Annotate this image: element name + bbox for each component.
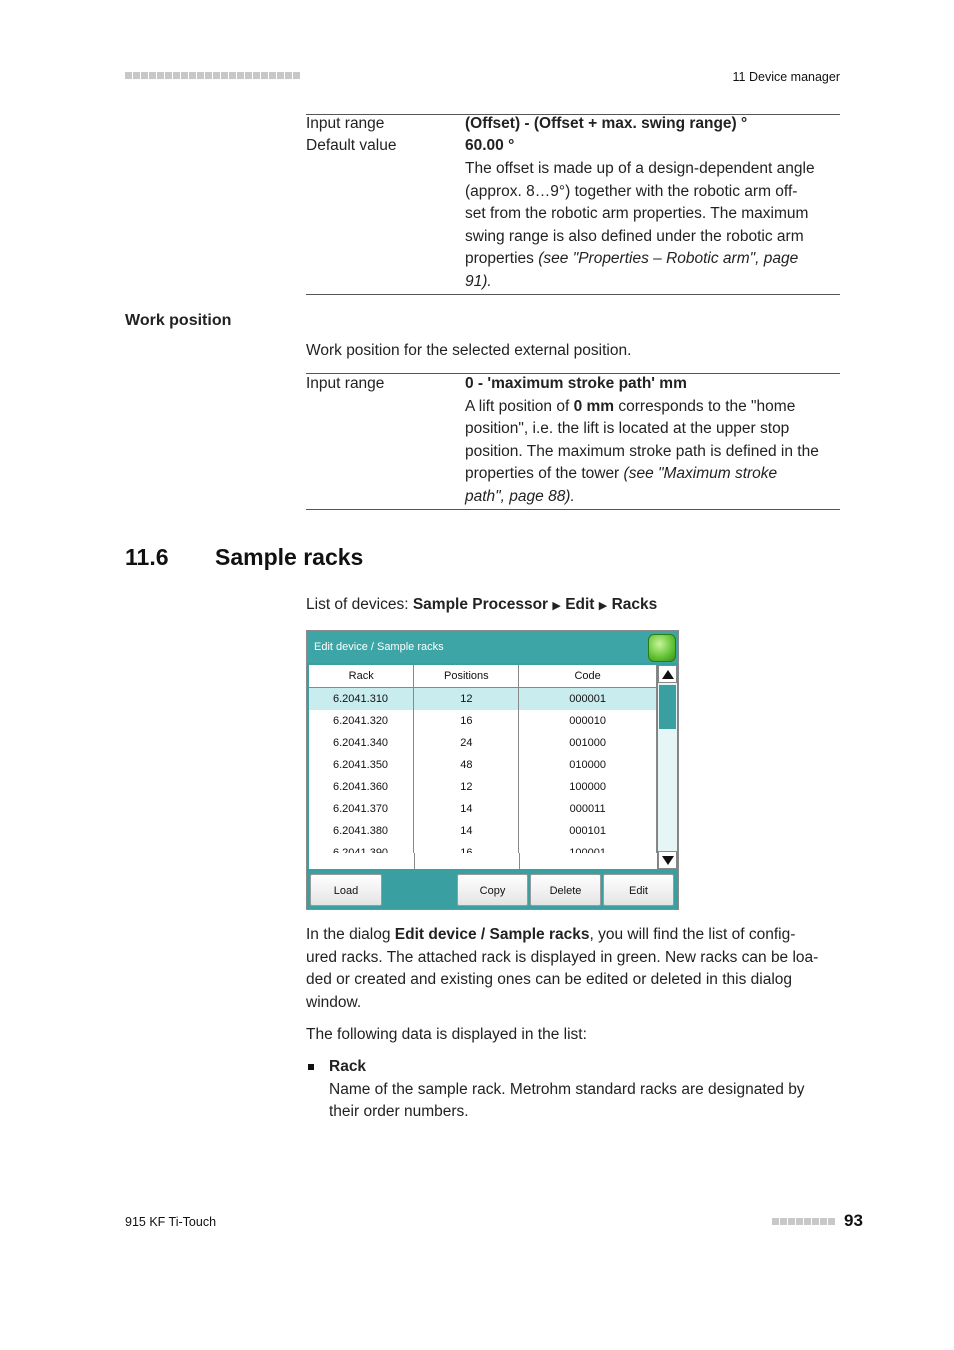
work-position-intro: Work position for the selected external position. (306, 342, 632, 359)
rack-cell: 6.2041.380 (309, 820, 414, 842)
positions-cell: 48 (414, 754, 519, 776)
code-cell: 000001 (519, 688, 657, 711)
section-number: 11.6 (125, 544, 169, 570)
vertical-scrollbar[interactable] (658, 665, 677, 869)
code-cell: 000010 (519, 710, 657, 732)
wp-description: 0 - 'maximum stroke path' mm A lift position of 0 mm corresponds to the "home position", i.e. the lift is located at the upper stop position. The maximum stroke path is defined in the properties of the tower (see "Maximum stroke path", page 88). (465, 375, 819, 505)
positions-cell: 24 (414, 732, 519, 754)
rack-cell: 6.2041.350 (309, 754, 414, 776)
device-screen (306, 630, 679, 910)
table2-rule-bottom (306, 509, 840, 510)
column-header-code[interactable]: Code (519, 665, 657, 688)
section-heading (125, 544, 363, 571)
code-cell: 100000 (519, 776, 657, 798)
bullet-icon (308, 1064, 314, 1070)
rack-cell: 6.2041.310 (309, 688, 414, 711)
delete-button[interactable]: Delete (530, 874, 601, 906)
table-empty-area (309, 853, 657, 869)
header-decoration (125, 72, 300, 79)
rack-cell: 6.2041.340 (309, 732, 414, 754)
positions-cell: 12 (414, 776, 519, 798)
code-cell: 010000 (519, 754, 657, 776)
bullet-rack: Rack Name of the sample rack. Metrohm standard racks are designated by their order numbers. (329, 1058, 805, 1120)
edit-button[interactable]: Edit (603, 874, 674, 906)
default-value-label: Default value (306, 137, 397, 154)
positions-cell: 14 (414, 798, 519, 820)
default-value-value: 60.00 ° (465, 137, 515, 154)
load-button[interactable]: Load (310, 874, 382, 906)
positions-cell: 16 (414, 710, 519, 732)
status-led-icon[interactable] (648, 634, 676, 662)
dialog-title: Edit device / Sample racks (307, 631, 678, 663)
scroll-thumb[interactable] (659, 685, 676, 729)
rack-cell: 6.2041.370 (309, 798, 414, 820)
section-title: Sample racks (215, 544, 364, 570)
rack-cell: 6.2041.320 (309, 710, 414, 732)
positions-cell: 12 (414, 688, 519, 711)
column-header-rack[interactable]: Rack (309, 665, 414, 688)
work-position-heading: Work position (125, 312, 232, 329)
copy-button[interactable]: Copy (457, 874, 528, 906)
page-number: 93 (844, 1211, 863, 1230)
table-row[interactable] (309, 776, 657, 798)
scroll-down-arrow-icon[interactable] (658, 851, 677, 869)
racks-table (309, 665, 657, 864)
table-row[interactable] (309, 732, 657, 754)
table-row[interactable] (309, 688, 657, 711)
table-header-row (309, 665, 657, 688)
running-header: 11 Device manager (732, 70, 840, 84)
table-rule-bottom (306, 294, 840, 295)
table-row[interactable] (309, 820, 657, 842)
footer-product: 915 KF Ti-Touch (125, 1215, 217, 1229)
offset-description: The offset is made up of a design-dependent angle (approx. 8…9°) together with the robotic arm off- set from the robotic arm properties. The maximum swing range is also defined under the robotic arm properties (see "Properties – Robotic arm", page 91). (465, 160, 815, 290)
input-range-value: (Offset) - (Offset + max. swing range) ° (465, 115, 748, 132)
table-row[interactable] (309, 798, 657, 820)
scroll-up-arrow-icon[interactable] (658, 665, 677, 683)
footer-decoration (772, 1218, 835, 1225)
dialog-description: In the dialog Edit device / Sample racks, you will find the list of config- ured racks. The attached rack is displayed in green. New racks can be loa- ded or created and existing ones can be edited or deleted in this dialog window. (306, 926, 819, 1011)
code-cell: 000101 (519, 820, 657, 842)
menu-path: List of devices: Sample Processor ▶ Edit ▶ Racks (306, 596, 658, 613)
table-row[interactable] (309, 710, 657, 732)
code-cell: 001000 (519, 732, 657, 754)
button-bar (307, 871, 678, 909)
code-cell: 000011 (519, 798, 657, 820)
column-header-positions[interactable]: Positions (414, 665, 519, 688)
input-range-label: Input range (306, 115, 385, 132)
list-intro: The following data is displayed in the list: (306, 1026, 587, 1043)
positions-cell: 14 (414, 820, 519, 842)
table-row[interactable] (309, 754, 657, 776)
wp-input-range-label: Input range (306, 375, 385, 392)
rack-cell: 6.2041.360 (309, 776, 414, 798)
